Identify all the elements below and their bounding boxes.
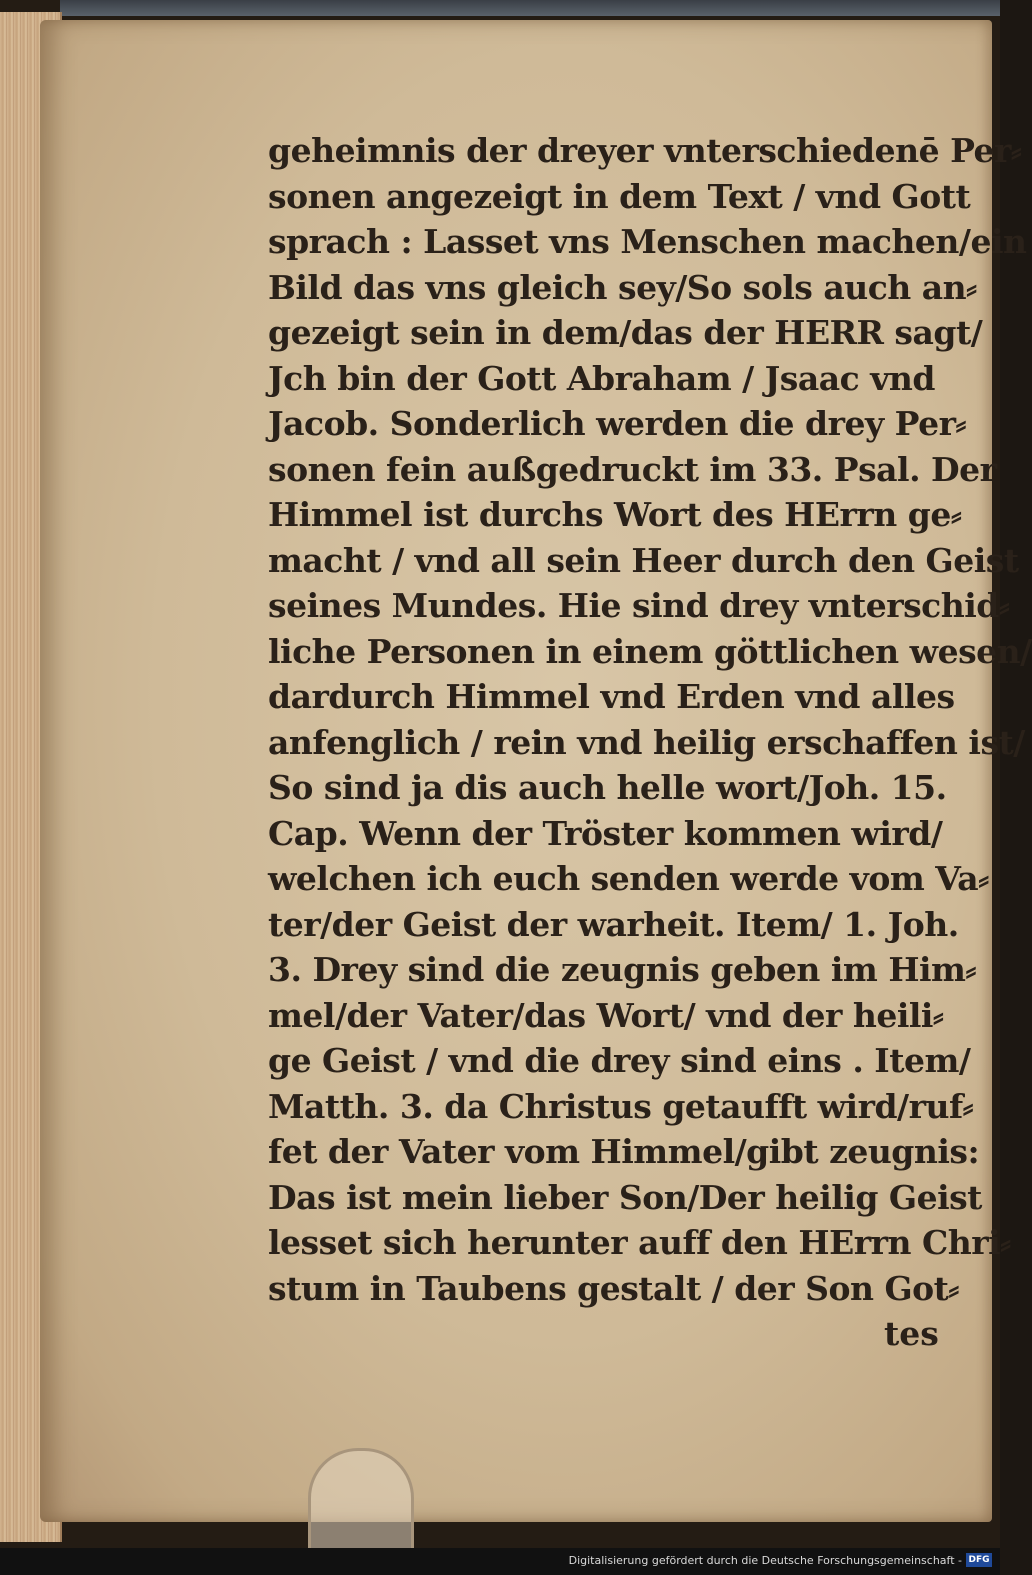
text-line: welchen ich euch senden werde vom Va⸗ (268, 859, 989, 898)
text-line: Jch bin der Gott Abraham / Jsaac vnd (268, 358, 935, 398)
text-line: Bild das vns gleich sey/So sols auch an⸗ (268, 267, 977, 307)
text-line: Jacob. Sonderlich werden die drey Per⸗ (268, 404, 966, 443)
text-line: anfenglich / rein vnd heilig erschaffen ist/ (268, 722, 1025, 762)
text-line: stum in Taubens gestalt / der Son Got⸗ (268, 1268, 959, 1308)
top-edge-strip (60, 0, 1000, 16)
bookmark-clip (308, 1448, 414, 1551)
text-line: fet der Vater vom Himmel/gibt zeugnis: (268, 1132, 980, 1171)
text-line: dardurch Himmel vnd Erden vnd alles (268, 677, 955, 716)
text-line: macht / vnd all sein Heer durch den Geist (268, 540, 1019, 580)
text-line: Matth. 3. da Christus getaufft wird/ruf⸗ (268, 1086, 974, 1126)
text-line: liche Personen in einem göttlichen wesen/ (268, 631, 1032, 671)
dfg-logo-icon: DFG (966, 1553, 992, 1567)
text-line: sonen angezeigt in dem Text / vnd Gott (268, 176, 971, 216)
text-line: sprach : Lasset vns Menschen machen/ein (268, 222, 1027, 261)
text-line: sonen fein außgedruckt im 33. Psal. Der (268, 449, 997, 489)
text-line: Das ist mein lieber Son/Der heilig Geist (268, 1177, 982, 1217)
text-line: mel/der Vater/das Wort/ vnd der heili⸗ (268, 995, 944, 1035)
text-line: geheimnis der dreyer vnterschiedenē Per⸗ (268, 131, 1022, 170)
text-line: seines Mundes. Hie sind drey vnterschid⸗ (268, 586, 1010, 625)
text-line: lesset sich herunter auff den HErrn Chri⸗ (268, 1223, 1011, 1262)
text-line: So sind ja dis auch helle wort/Joh. 15. (268, 768, 947, 807)
text-line: ge Geist / vnd die drey sind eins . Item/ (268, 1041, 971, 1080)
catchword: tes (884, 1314, 939, 1353)
body-text (268, 128, 1032, 1311)
digitization-credit: Digitalisierung gefördert durch die Deutsche Forschungsgemeinschaft - (568, 1554, 962, 1567)
text-line: ter/der Geist der warheit. Item/ 1. Joh. (268, 904, 959, 944)
text-line: gezeigt sein in dem/das der HERR sagt/ (268, 313, 983, 352)
text-line: Himmel ist durchs Wort des HErrn ge⸗ (268, 495, 962, 534)
text-line: 3. Drey sind die zeugnis geben im Him⸗ (268, 950, 976, 989)
text-line: Cap. Wenn der Tröster kommen wird/ (268, 813, 943, 853)
